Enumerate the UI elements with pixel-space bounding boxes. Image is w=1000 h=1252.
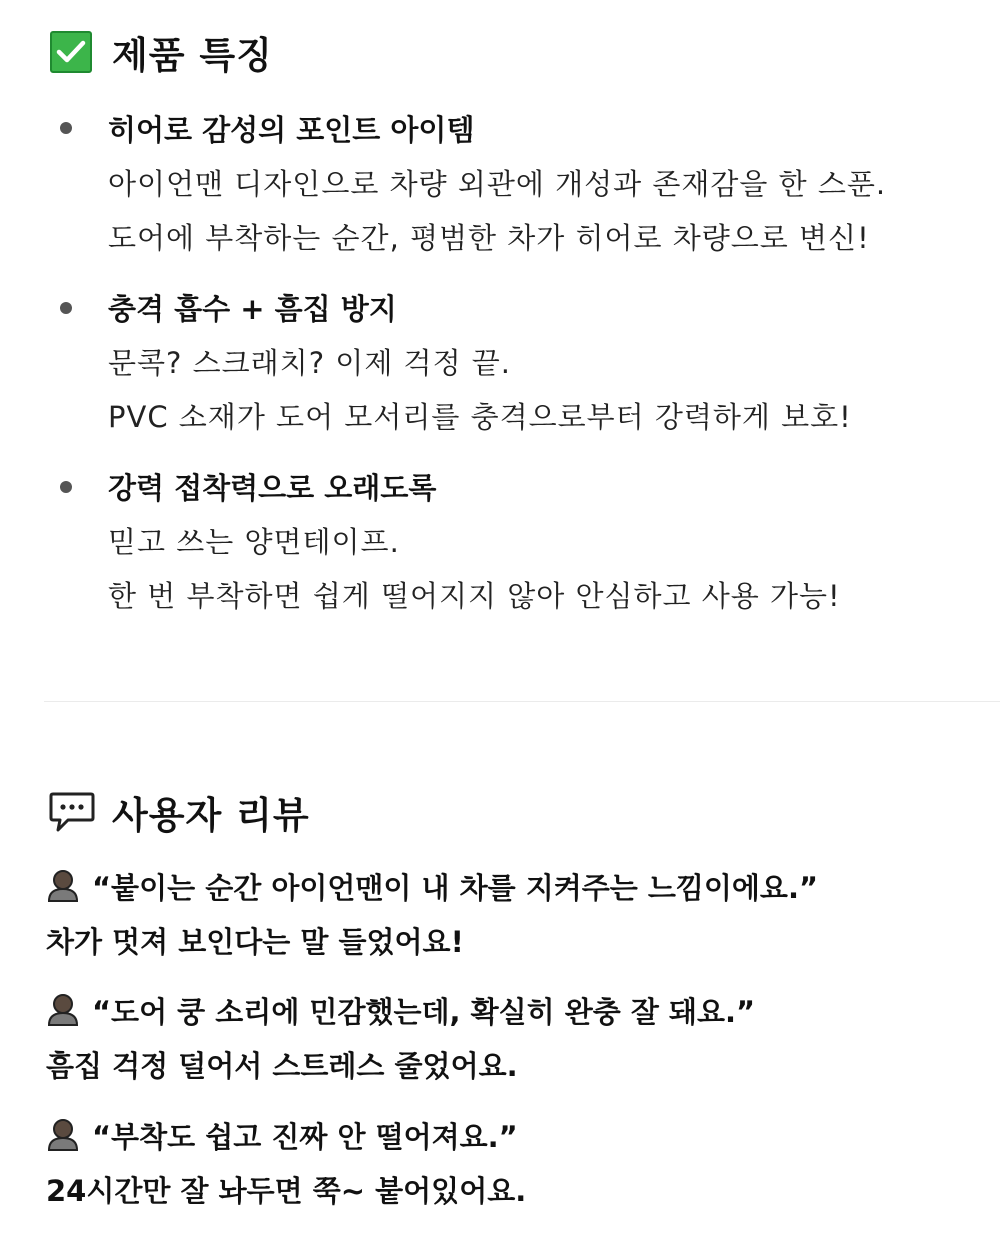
features-heading-text: 제품 특징 [112,34,273,77]
review-text: 24시간만 잘 놔두면 쭉~ 붙어있어요. [46,1174,527,1208]
feature-description: 아이언맨 디자인으로 차량 외관에 개성과 존재감을 한 스푼. [108,167,887,201]
reviews-heading-text: 사용자 리뷰 [112,794,310,837]
features-heading [50,24,273,80]
feature-title: 충격 흡수 + 흠집 방지 [108,292,397,326]
feature-title: 강력 접착력으로 오래도록 [108,471,437,505]
feature-description: 문콕? 스크래치? 이제 걱정 끝. [108,346,512,380]
feature-description: PVC 소재가 도어 모서리를 충격으로부터 강력하게 보호! [108,400,852,434]
feature-title: 히어로 감성의 포인트 아이템 [108,113,475,147]
reviews-heading [48,784,310,840]
user-avatar-icon [46,868,80,902]
review-quote: “붙이는 순간 아이언맨이 내 차를 지켜주는 느낌이에요.” [92,871,819,905]
speech-bubble-icon [48,790,96,834]
user-avatar-icon [46,1117,80,1151]
review-text: 흠집 걱정 덜어서 스트레스 줄었어요. [46,1049,518,1083]
bullet-icon [60,122,72,134]
bullet-icon [60,481,72,493]
review-quote: “도어 쿵 소리에 민감했는데, 확실히 완충 잘 돼요.” [92,995,756,1029]
review-quote: “부착도 쉽고 진짜 안 떨어져요.” [92,1120,518,1154]
check-mark-icon [50,31,92,73]
feature-description: 믿고 쓰는 양면테이프. [108,525,400,559]
review-text: 차가 멋져 보인다는 말 들었어요! [46,925,464,959]
section-divider [44,701,1000,702]
user-avatar-icon [46,992,80,1026]
feature-description: 도어에 부착하는 순간, 평범한 차가 히어로 차량으로 변신! [108,221,870,255]
bullet-icon [60,302,72,314]
feature-description: 한 번 부착하면 쉽게 떨어지지 않아 안심하고 사용 가능! [108,579,841,613]
